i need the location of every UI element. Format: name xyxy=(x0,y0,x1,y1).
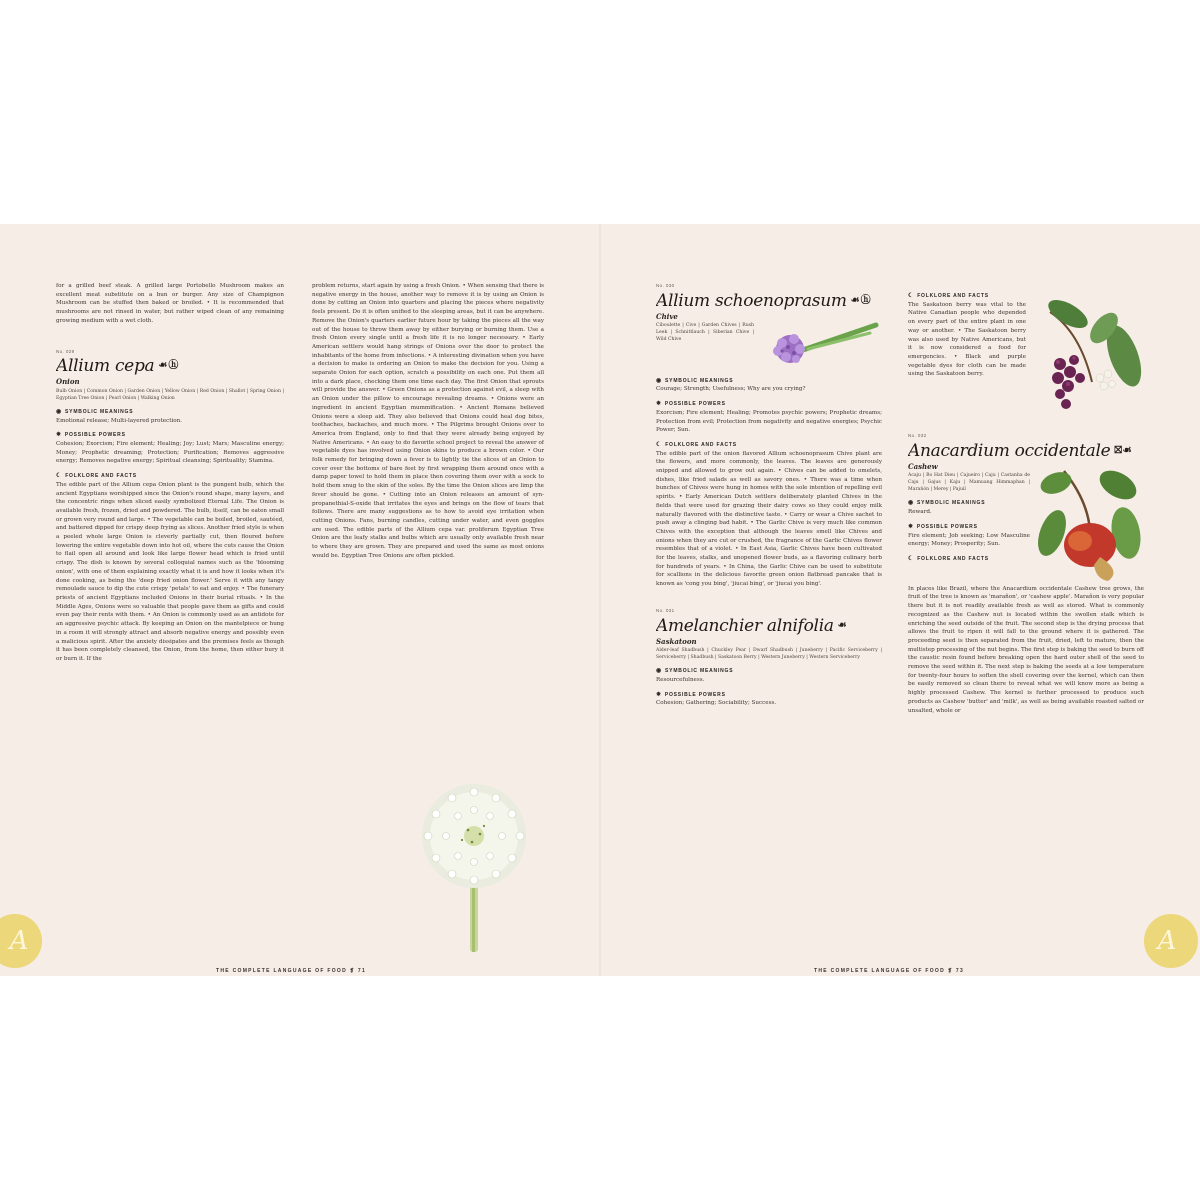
left-page-footer: THE COMPLETE LANGUAGE OF FOOD ❡ 71 xyxy=(216,968,367,974)
folklore-heading: ☾ FOLKLORE AND FACTS xyxy=(656,441,737,448)
book-gutter xyxy=(599,224,601,976)
symbolic-heading: ◉ SYMBOLIC MEANINGS xyxy=(656,668,734,675)
common-name: Chive xyxy=(656,311,678,321)
onion-continued-text: problem returns, start again by using a fresh Onion. • When sensing that there is negative energy in the house, another way to remove it is by using an Onion is done by cutting an Onion into quarters and placing the pieces where negativity feels present. Do it is often unified to the sleeping areas, but it can be anywhere. Remove the Onion's quarters earlier future hour by taking the pieces all the way out of the house to throw them away by either burying or burning them. Use a fresh Onion every single until a fresh life it is no longer necessary. • Early American settlers would hang strings of Onions over the door to protect the inhabitants of the home from infections. • A interesting divination when you have a decision to make is ordering an Onion to make the decision for you. Using a separate Onion for each option, scratch a possibility on each one. Put them all into a dark place, checking them one time each day. The first Onion that sprouts will provide the answer. • Green Onions as a protection against evil, a sleep with an Onion under the pillow to encourage revealing dreams. • Onions were an ingredient in ancient Egyptian mummification. • Ancient Romans believed Onions were a sleep aid. They also believed that Onions could heal dog bites, toothaches, backaches, and much more. • The Pilgrims brought Onions over to America from England, only to find that they were already being enjoyed by Native Americans. • An easy to do favorite school project to reveal the answer of vegetable dyes has involved using Onion skins to produce a brown color. • Our folk remedy for bringing down a fever is to lightly tie the slices of an Onion to cover over the bottoms of bare feet by first wrapping them around once with a damp paper towel to hold them in place then covering them over with a sock to hold them snug to the skin of the soles. By the time the Onion slices are limp the fever should be gone. • Cutting into an Onion releases an amount of syn-propanethial-S-oxide that irritates the eyes and brings on the flow of tears that follows. There are many suggestions as to how to avoid eye irritation when cutting Onions. Fans, burning candles, cutting under water, and even goggles are used. The edible parts of the Allium cepa var. proliferum Egyptian Tree Onion are the leafy stalks and bulbs which are usually only available fresh near to where they are grown. They are prepared and used the same as most onions would be. Egyptian Tree Onions are often pickled. xyxy=(312,283,544,559)
category-icons: ☙ⓗ xyxy=(158,360,180,372)
folklore-heading: ☾ FOLKLORE AND FACTS xyxy=(908,293,989,299)
folklore-text: The edible part of the Allium cepa Onion plant is the pungent bulb, which the ancient Egyptians worshipped since the Onion's round shape, many layers, and the concentric rings when sliced easily symbolized Eternal Life. The Onion is available fresh, frozen, dried and powdered. The bulb, itself, can be eaten small or grown very round and large. • The vegetable can be boiled, broiled, sautéed, and battered dipped for crispy deep frying as slices. Another fried style is when a peeled whole large Onion is cleverly partially cut, then floured before lowering the entire vegetable down into hot oil, where the cuts cause the Onion to flail open all around and look like large flower head which is fried until crispy. The dish is known by several colloquial names such as the 'blooming onion', with one of them explaining exactly what it is and how it looks when it's done cooking, as being the 'deep fried onion flower.' Serve it with any tangy remoulade sauce to dip the cute crispy 'petals' to eat and enjoy. • The funerary priests of ancient Egyptians included Onions in their burial rituals. • In the Middle Ages, Onions were so valuable that people gave them as gifts and could even pay their rents with them. • An Onion is commonly used as an antidote for an aggressive psychic attack. By keeping an Onion on the mantelpiece or hung in a room it will strongly attract and absorb negative energy and possibly even a malicious spirit. After the anxiety dissipates and the premises feels as though it has been completely cleansed, the Onion, from the home, then either bury it or burn it. If the xyxy=(56,481,284,662)
common-name: Cashew xyxy=(908,461,938,471)
powers-heading: ✵ POSSIBLE POWERS xyxy=(56,432,126,439)
category-icons: ☙ⓗ xyxy=(850,294,872,306)
alternate-names: Acaju | Bo Hat Dieu | Cajueiro | Caju | Castanha de Caju | Gajus | Kaju | Mamuang Himmaphan | Marañón | Merey | Pajuil xyxy=(908,473,1030,493)
common-name: Onion xyxy=(56,377,80,387)
symbolic-text: Emotional release; Multi-layered protection. xyxy=(56,417,183,424)
right-corner-tab xyxy=(1144,914,1198,968)
common-name: Saskatoon xyxy=(656,636,697,646)
star-icon: ✵ xyxy=(56,432,62,439)
star-icon: ✵ xyxy=(656,691,662,698)
folklore-heading: ☾ FOLKLORE AND FACTS xyxy=(908,555,989,562)
left-column-1 xyxy=(56,282,284,928)
powers-heading: ✵ POSSIBLE POWERS xyxy=(656,401,726,408)
eye-icon: ◉ xyxy=(656,377,663,384)
alternate-names: Alder-leaf Shadbush | Chuckley Pear | Dwarf Shadbush | Juneberry | Pacific Serviceberry | Serviceberry | Shadbush | Saskatoon Berry | Western Juneberry | Western Serviceberry xyxy=(656,648,882,661)
latin-name: Amelanchier alnifolia xyxy=(656,615,834,636)
moon-icon: ☾ xyxy=(656,441,663,448)
powers-heading: ✵ POSSIBLE POWERS xyxy=(908,523,978,530)
powers-text: Fire element; Job seeking; Low Masculine energy; Money; Prosperity; Sun. xyxy=(908,532,1030,548)
folklore-text: The edible part of the onion flavored Allium schoenoprasum Chive plant are the flowers, and more commonly, the leaves. The leaves are generously snipped and allowed to grow out again. • Chives can be added to omelets, dishes, like fried salads as well as savory ones. • There was a time when bunches of Chives were hung in homes with the sole intention of repelling evil spirits. • Early American Dutch settlers deliberately planted Chives in the fields that were used for grazing their dairy cows so they could enjoy milk naturally flavored with the distinctive taste. • Carry or wear a Chive sachet to push away a clinging bad habit. • The Garlic Chive is very much like common Chives with the exception that although the leaves smell like Chives and onions when they are cut or crushed, the fragrance of the Garlic Chives flower resembles that of a violet. • In East Asia, Garlic Chives have been cultivated for the leaves, stalks, and unopened flower buds, as a flavoring culinary herb for hundreds of years. • In China, the Garlic Chive can be used to substitute for scallions in the delicious favorite green onion flatbread pancake that is known as 'cong you bing', 'jiucai bing', or 'jiucai you bing'. xyxy=(656,450,882,588)
symbolic-heading: ◉ SYMBOLIC MEANINGS xyxy=(656,377,734,384)
eye-icon: ◉ xyxy=(908,500,915,507)
intro-paragraph: for a grilled beef steak. A grilled large Portobello Mushroom makes an excellent meat substitute on a bun or burger. Any size of Champignon Mushroom can be stuffed then baked or broiled. • It is recommended that mushrooms are not rinsed in water, but rather wiped clean of any remaining growing medium with a wet cloth. xyxy=(56,283,284,324)
saskatoon-berry-illustration xyxy=(1030,292,1144,422)
powers-text: Exorcism; Fire element; Healing; Promotes psychic powers; Prophetic dreams; Protection from evil; Protection from negativity and negative energies; Psychic Power; Sun. xyxy=(656,409,882,434)
corner-letter: A xyxy=(1157,926,1177,956)
entry-number: No. 031 xyxy=(656,607,675,613)
alternate-names: Bulb Onion | Common Onion | Garden Onion | Yellow Onion | Red Onion | Shallot | Spring Onion | Egyptian Tree Onion | Pearl Onion | Walking Onion xyxy=(56,388,284,401)
cashew-fruit-illustration xyxy=(1034,461,1144,585)
symbolic-text: Resourcefulness. xyxy=(656,676,705,683)
powers-text: Cohesion; Exorcism; Fire element; Healing; Joy; Lust; Mars; Masculine energy; Money; Prophetic dreaming; Protection; Purification; Removes aggressive energy; Removes negative energy; Spiritual cleansing; Spirituality; Stamina. xyxy=(56,441,284,465)
folklore-text: The Saskatoon berry was vital to the Native Canadian people who depended on every part of the entire plant in one way or another. • The Saskatoon berry was also used by Native Americans, but it is now considered a food for emergencies. • Black and purple vegetable dyes for cloth can be made using the Saskatoon berry. xyxy=(908,301,1026,378)
category-icons: ☙ xyxy=(837,619,848,631)
eye-icon: ◉ xyxy=(656,668,663,675)
eye-icon: ◉ xyxy=(56,408,63,415)
star-icon: ✵ xyxy=(908,523,914,530)
star-icon: ✵ xyxy=(656,401,662,408)
symbolic-text: Reward. xyxy=(908,509,932,516)
latin-name-heading xyxy=(56,356,284,376)
entry-number: No. 030 xyxy=(656,283,675,288)
latin-name: Allium cepa xyxy=(56,356,155,377)
symbolic-text: Courage; Strength; Usefulness; Why are you crying? xyxy=(656,386,806,393)
powers-heading: ✵ POSSIBLE POWERS xyxy=(656,691,726,698)
book-spread xyxy=(0,224,1200,976)
latin-name: Allium schoenoprasum xyxy=(656,290,847,311)
alternate-names: Ciboulette | Cive | Garden Chives | Rush Leek | Schnittlauch | Siberian Chive | Wild Chive xyxy=(656,323,754,343)
latin-name: Anacardium occidentale xyxy=(908,440,1111,461)
symbolic-heading: ◉ SYMBOLIC MEANINGS xyxy=(56,408,134,415)
moon-icon: ☾ xyxy=(908,555,915,562)
latin-name-heading xyxy=(908,441,1144,461)
moon-icon: ☾ xyxy=(908,293,915,299)
entry-number: No. 032 xyxy=(908,433,927,438)
right-column-2 xyxy=(908,292,1144,928)
category-icons: ⛝☙ xyxy=(1114,444,1133,456)
chive-flower-illustration xyxy=(760,311,880,371)
right-page-footer: THE COMPLETE LANGUAGE OF FOOD ❡ 73 xyxy=(814,968,965,974)
latin-name-heading xyxy=(656,616,882,636)
entry-number: No. 029 xyxy=(56,348,75,354)
right-column-1 xyxy=(656,282,882,928)
folklore-text: In places like Brazil, where the Anacardium occidentale Cashew tree grows, the fruit of the tree is known as 'marañon', or 'cashew apple'. Marañon is very popular there but it is not readily available fresh as well as stored. What is commonly recognized as the Cashew nut is located within the swollen stalk which is enriching the seed outside of the fruit. The second step is the drying process that allows the fruit to ripen it will fall to the ground where it is gathered. The proceeding seed is then separated from the fruit, dried, left to mature, then the multistep processing of the nut begins. The first step is baking the seed to burn off the caustic resin found before breaking open the hard outer shell of the seed to remove the seed within it. The next step is baking the seeds at a low temperature for twenty-four hours to soften the shell covering over the kernel, which can then be easily removed so clean there to reveal what we will know more as being a highly processed Cashew. The kernel is further processed to produce such products as Cashew 'butter' and 'milk', as well as being available roasted salted or unsalted, whole or xyxy=(908,585,1144,714)
left-corner-tab xyxy=(0,914,42,968)
folklore-heading: ☾ FOLKLORE AND FACTS xyxy=(56,473,137,480)
corner-letter: A xyxy=(9,926,29,956)
onion-flower-illustration xyxy=(412,780,536,952)
powers-text: Cohesion; Gathering; Sociability; Success. xyxy=(656,700,777,707)
moon-icon: ☾ xyxy=(56,473,63,480)
latin-name-heading xyxy=(656,291,882,311)
symbolic-heading: ◉ SYMBOLIC MEANINGS xyxy=(908,500,986,507)
